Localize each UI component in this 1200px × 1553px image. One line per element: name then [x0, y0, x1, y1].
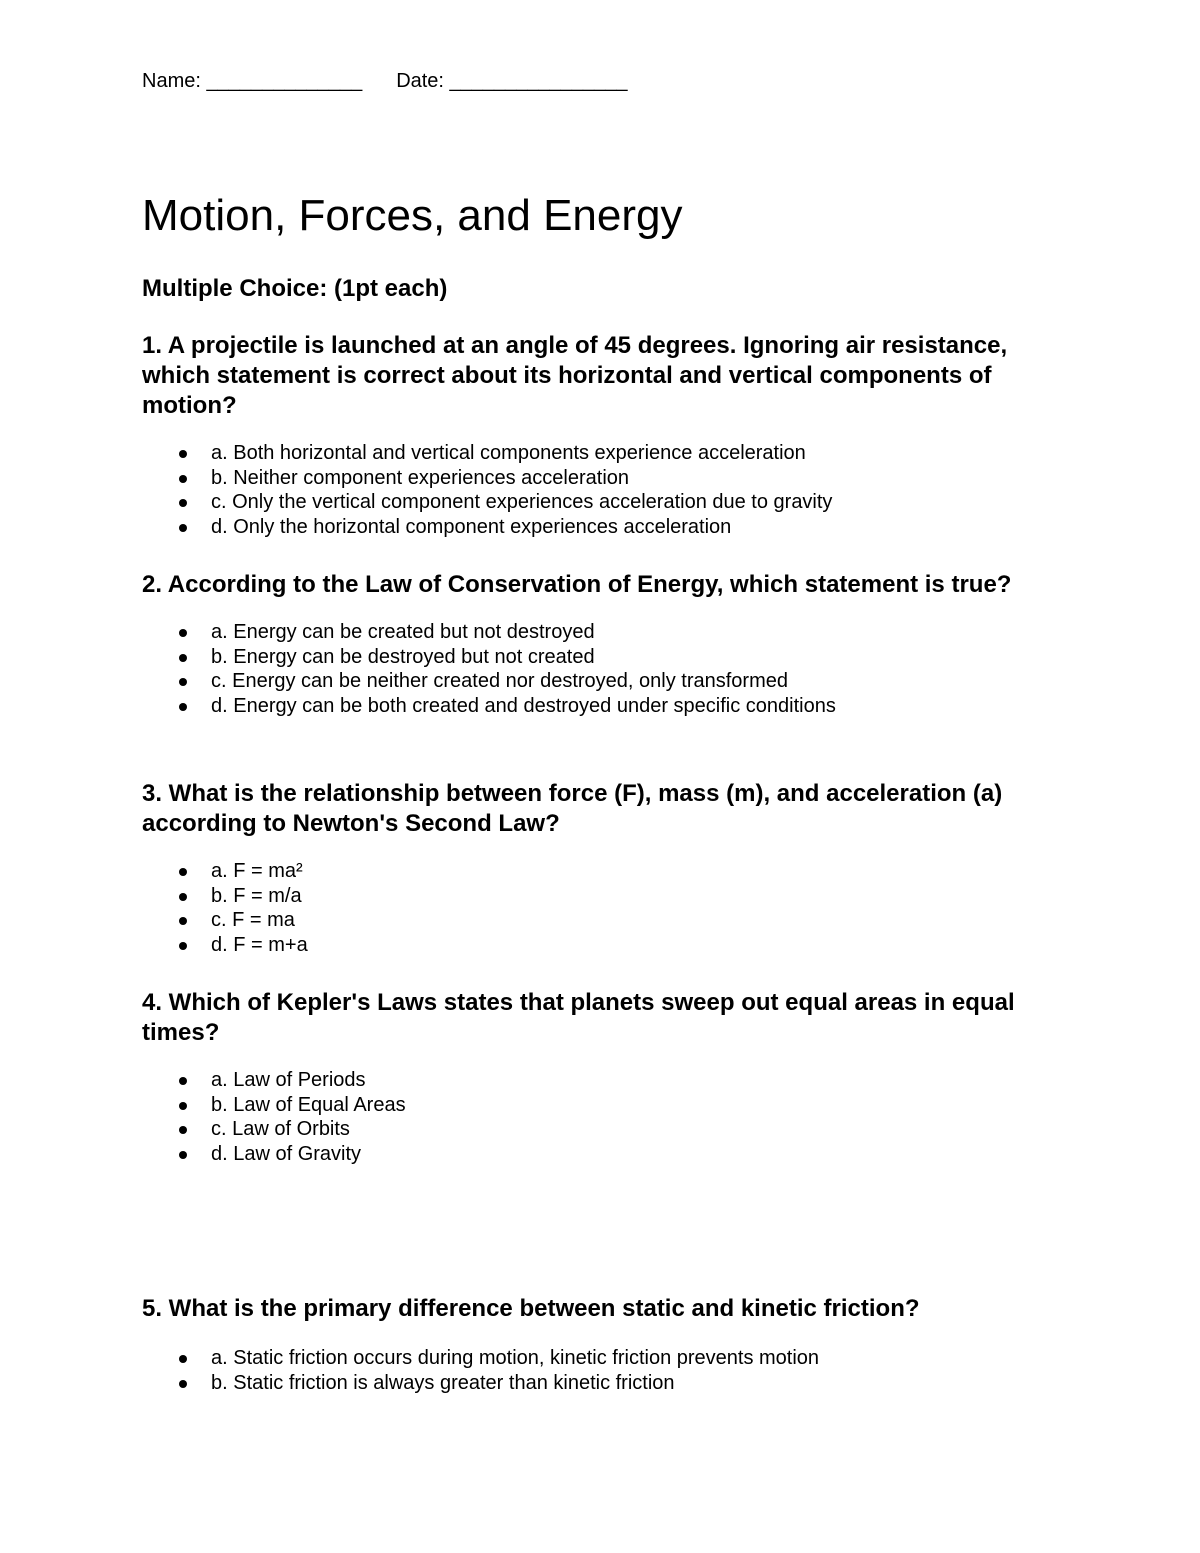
- bullet-icon: [179, 475, 187, 483]
- answer-option: b. Static friction is always greater than kinetic friction: [142, 1371, 1072, 1396]
- bullet-icon: [179, 942, 187, 950]
- question-5: [142, 1294, 1072, 1395]
- answer-option: a. Static friction occurs during motion, kinetic friction prevents motion: [142, 1346, 1072, 1371]
- section-heading: Multiple Choice: (1pt each): [142, 275, 448, 302]
- bullet-icon: [179, 499, 187, 507]
- bullet-icon: [179, 450, 187, 458]
- answer-options: [142, 859, 1072, 957]
- bullet-icon: [179, 868, 187, 876]
- answer-option: c. Only the vertical component experiences acceleration due to gravity: [142, 490, 1072, 515]
- answer-option: d. Law of Gravity: [142, 1142, 1072, 1167]
- answer-option: a. Both horizontal and vertical components experience acceleration: [142, 441, 1072, 466]
- answer-option: a. Law of Periods: [142, 1068, 1072, 1093]
- date-field: Date: ________________: [396, 70, 628, 92]
- answer-option: b. F = m/a: [142, 884, 1072, 909]
- bullet-icon: [179, 1355, 187, 1363]
- bullet-icon: [179, 703, 187, 711]
- answer-options: [142, 1068, 1072, 1166]
- question-1: [142, 331, 1072, 539]
- question-3: [142, 779, 1072, 957]
- answer-option: c. Law of Orbits: [142, 1117, 1072, 1142]
- question-text: 4. Which of Kepler's Laws states that planets sweep out equal areas in equal times?: [142, 989, 1015, 1046]
- answer-option: b. Neither component experiences acceleration: [142, 466, 1072, 491]
- answer-option: a. F = ma²: [142, 859, 1072, 884]
- bullet-icon: [179, 1102, 187, 1110]
- question-text: 2. According to the Law of Conservation of Energy, which statement is true?: [142, 571, 1012, 598]
- question-text: 3. What is the relationship between force (F), mass (m), and acceleration (a) according to Newton's Second Law?: [142, 780, 1003, 837]
- answer-option: c. F = ma: [142, 908, 1072, 933]
- bullet-icon: [179, 1126, 187, 1134]
- bullet-icon: [179, 678, 187, 686]
- answer-options: [142, 620, 1072, 718]
- answer-options: [142, 441, 1072, 539]
- name-date-line: [142, 70, 628, 93]
- answer-option: a. Energy can be created but not destroyed: [142, 620, 1072, 645]
- worksheet-title: Motion, Forces, and Energy: [142, 191, 683, 240]
- bullet-icon: [179, 1380, 187, 1388]
- bullet-icon: [179, 629, 187, 637]
- answer-option: d. F = m+a: [142, 933, 1072, 958]
- question-text: 5. What is the primary difference between static and kinetic friction?: [142, 1295, 920, 1322]
- answer-option: d. Only the horizontal component experiences acceleration: [142, 515, 1072, 540]
- question-4: [142, 988, 1072, 1166]
- answer-options: [142, 1346, 1072, 1395]
- bullet-icon: [179, 654, 187, 662]
- bullet-icon: [179, 524, 187, 532]
- bullet-icon: [179, 1151, 187, 1159]
- bullet-icon: [179, 917, 187, 925]
- question-text: 1. A projectile is launched at an angle of 45 degrees. Ignoring air resistance, which statement is correct about its horizontal and vertical components of motion?: [142, 332, 1008, 419]
- name-field: Name: ______________: [142, 70, 363, 92]
- answer-option: c. Energy can be neither created nor destroyed, only transformed: [142, 669, 1072, 694]
- answer-option: b. Law of Equal Areas: [142, 1093, 1072, 1118]
- bullet-icon: [179, 893, 187, 901]
- answer-option: b. Energy can be destroyed but not created: [142, 645, 1072, 670]
- bullet-icon: [179, 1077, 187, 1085]
- question-2: [142, 570, 1072, 718]
- answer-option: d. Energy can be both created and destroyed under specific conditions: [142, 694, 1072, 719]
